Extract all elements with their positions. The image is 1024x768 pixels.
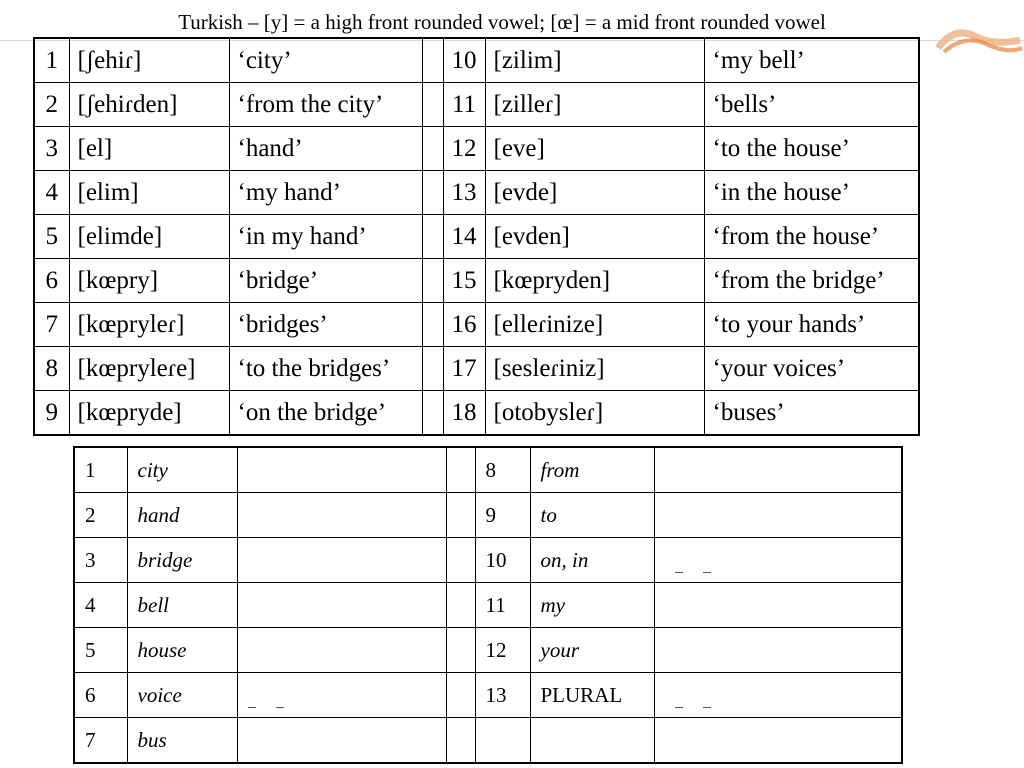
turkish-form: [evde] bbox=[485, 171, 704, 215]
english-word: bridge bbox=[127, 538, 237, 583]
row-number: 8 bbox=[34, 347, 69, 391]
english-gloss: ‘on the bridge’ bbox=[229, 391, 422, 436]
english-word: voice bbox=[127, 673, 237, 718]
row-number: 6 bbox=[34, 259, 69, 303]
row-number: 15 bbox=[443, 259, 485, 303]
table-row bbox=[74, 493, 902, 538]
table-row bbox=[74, 628, 902, 673]
spacer-cell bbox=[422, 259, 443, 303]
table-row bbox=[74, 447, 902, 493]
row-number: 5 bbox=[34, 215, 69, 259]
turkish-form: [elimde] bbox=[69, 215, 229, 259]
morpheme-answer-table bbox=[73, 446, 903, 764]
spacer-cell bbox=[422, 391, 443, 436]
turkish-form: [elim] bbox=[69, 171, 229, 215]
english-gloss: ‘in the house’ bbox=[704, 171, 919, 215]
spacer-cell bbox=[446, 628, 475, 673]
english-gloss: ‘my bell’ bbox=[704, 38, 919, 83]
spacer-cell bbox=[446, 538, 475, 583]
spacer-cell bbox=[422, 215, 443, 259]
english-word: house bbox=[127, 628, 237, 673]
english-gloss: ‘bridges’ bbox=[229, 303, 422, 347]
answer-blank[interactable] bbox=[237, 673, 446, 718]
table-row bbox=[34, 215, 919, 259]
answer-blank[interactable] bbox=[654, 718, 902, 764]
page-title: Turkish – [y] = a high front rounded vowel; [œ] = a mid front rounded vowel bbox=[178, 10, 826, 34]
english-gloss: ‘to the bridges’ bbox=[229, 347, 422, 391]
spacer-cell bbox=[422, 38, 443, 83]
answer-blank[interactable] bbox=[237, 718, 446, 764]
turkish-form: [zilleɾ] bbox=[485, 83, 704, 127]
turkish-form: [evden] bbox=[485, 215, 704, 259]
turkish-form: [sesleɾiniz] bbox=[485, 347, 704, 391]
item-number: 11 bbox=[475, 583, 530, 628]
turkish-form: [kœpryde] bbox=[69, 391, 229, 436]
table-row bbox=[34, 259, 919, 303]
turkish-form: [kœpryleɾe] bbox=[69, 347, 229, 391]
answer-blank[interactable] bbox=[654, 673, 902, 718]
spacer-cell bbox=[446, 718, 475, 764]
english-gloss: ‘from the bridge’ bbox=[704, 259, 919, 303]
turkish-form: [zilim] bbox=[485, 38, 704, 83]
row-number: 9 bbox=[34, 391, 69, 436]
spacer-cell bbox=[422, 303, 443, 347]
english-gloss: ‘hand’ bbox=[229, 127, 422, 171]
answer-blank[interactable] bbox=[237, 493, 446, 538]
item-number: 8 bbox=[475, 447, 530, 493]
english-word: bus bbox=[127, 718, 237, 764]
english-word bbox=[530, 718, 654, 764]
turkish-form: [ʃehiɾden] bbox=[69, 83, 229, 127]
answer-blank[interactable] bbox=[654, 583, 902, 628]
spacer-cell bbox=[446, 673, 475, 718]
item-number: 3 bbox=[74, 538, 127, 583]
turkish-form: [kœpryleɾ] bbox=[69, 303, 229, 347]
answer-blank[interactable] bbox=[237, 538, 446, 583]
item-number: 12 bbox=[475, 628, 530, 673]
english-gloss: ‘city’ bbox=[229, 38, 422, 83]
english-word: bell bbox=[127, 583, 237, 628]
english-word: from bbox=[530, 447, 654, 493]
english-gloss: ‘bridge’ bbox=[229, 259, 422, 303]
table-row bbox=[74, 583, 902, 628]
row-number: 2 bbox=[34, 83, 69, 127]
row-number: 12 bbox=[443, 127, 485, 171]
english-word: your bbox=[530, 628, 654, 673]
spacer-cell bbox=[446, 583, 475, 628]
english-gloss: ‘to the house’ bbox=[704, 127, 919, 171]
english-gloss: ‘bells’ bbox=[704, 83, 919, 127]
english-word: on, in bbox=[530, 538, 654, 583]
english-gloss: ‘my hand’ bbox=[229, 171, 422, 215]
spacer-cell bbox=[446, 493, 475, 538]
english-gloss: ‘from the house’ bbox=[704, 215, 919, 259]
spacer-cell bbox=[422, 347, 443, 391]
spacer-cell bbox=[422, 171, 443, 215]
english-word: city bbox=[127, 447, 237, 493]
english-gloss: ‘in my hand’ bbox=[229, 215, 422, 259]
table-row bbox=[34, 391, 919, 436]
table-row bbox=[34, 171, 919, 215]
item-number: 1 bbox=[74, 447, 127, 493]
answer-blank[interactable] bbox=[654, 493, 902, 538]
row-number: 16 bbox=[443, 303, 485, 347]
row-number: 3 bbox=[34, 127, 69, 171]
english-word: to bbox=[530, 493, 654, 538]
table-row bbox=[74, 673, 902, 718]
item-number: 5 bbox=[74, 628, 127, 673]
english-gloss: ‘from the city’ bbox=[229, 83, 422, 127]
english-word: my bbox=[530, 583, 654, 628]
spacer-cell bbox=[422, 127, 443, 171]
row-number: 7 bbox=[34, 303, 69, 347]
turkish-form: [eve] bbox=[485, 127, 704, 171]
item-number: 13 bbox=[475, 673, 530, 718]
item-number: 10 bbox=[475, 538, 530, 583]
row-number: 17 bbox=[443, 347, 485, 391]
row-number: 11 bbox=[443, 83, 485, 127]
decorative-logo-icon bbox=[934, 22, 1024, 62]
row-number: 13 bbox=[443, 171, 485, 215]
english-word: PLURAL bbox=[530, 673, 654, 718]
english-word: hand bbox=[127, 493, 237, 538]
row-number: 14 bbox=[443, 215, 485, 259]
row-number: 10 bbox=[443, 38, 485, 83]
item-number bbox=[475, 718, 530, 764]
table-row bbox=[34, 347, 919, 391]
item-number: 4 bbox=[74, 583, 127, 628]
answer-blank[interactable] bbox=[237, 628, 446, 673]
english-gloss: ‘your voices’ bbox=[704, 347, 919, 391]
turkish-form: [kœpry] bbox=[69, 259, 229, 303]
table-row bbox=[74, 538, 902, 583]
answer-blank[interactable] bbox=[654, 447, 902, 493]
turkish-form: [elleɾinize] bbox=[485, 303, 704, 347]
table-row bbox=[74, 718, 902, 764]
turkish-data-table bbox=[33, 37, 920, 436]
table-row bbox=[34, 127, 919, 171]
answer-blank[interactable] bbox=[654, 538, 902, 583]
answer-blank[interactable] bbox=[237, 583, 446, 628]
item-number: 2 bbox=[74, 493, 127, 538]
turkish-form: [otobysleɾ] bbox=[485, 391, 704, 436]
table-row bbox=[34, 38, 919, 83]
item-number: 7 bbox=[74, 718, 127, 764]
item-number: 9 bbox=[475, 493, 530, 538]
item-number: 6 bbox=[74, 673, 127, 718]
row-number: 18 bbox=[443, 391, 485, 436]
english-gloss: ‘buses’ bbox=[704, 391, 919, 436]
spacer-cell bbox=[422, 83, 443, 127]
table-row bbox=[34, 83, 919, 127]
turkish-form: [ʃehiɾ] bbox=[69, 38, 229, 83]
spacer-cell bbox=[446, 447, 475, 493]
table-row bbox=[34, 303, 919, 347]
row-number: 1 bbox=[34, 38, 69, 83]
answer-blank[interactable] bbox=[237, 447, 446, 493]
turkish-form: [el] bbox=[69, 127, 229, 171]
row-number: 4 bbox=[34, 171, 69, 215]
turkish-form: [kœpryden] bbox=[485, 259, 704, 303]
answer-blank[interactable] bbox=[654, 628, 902, 673]
english-gloss: ‘to your hands’ bbox=[704, 303, 919, 347]
